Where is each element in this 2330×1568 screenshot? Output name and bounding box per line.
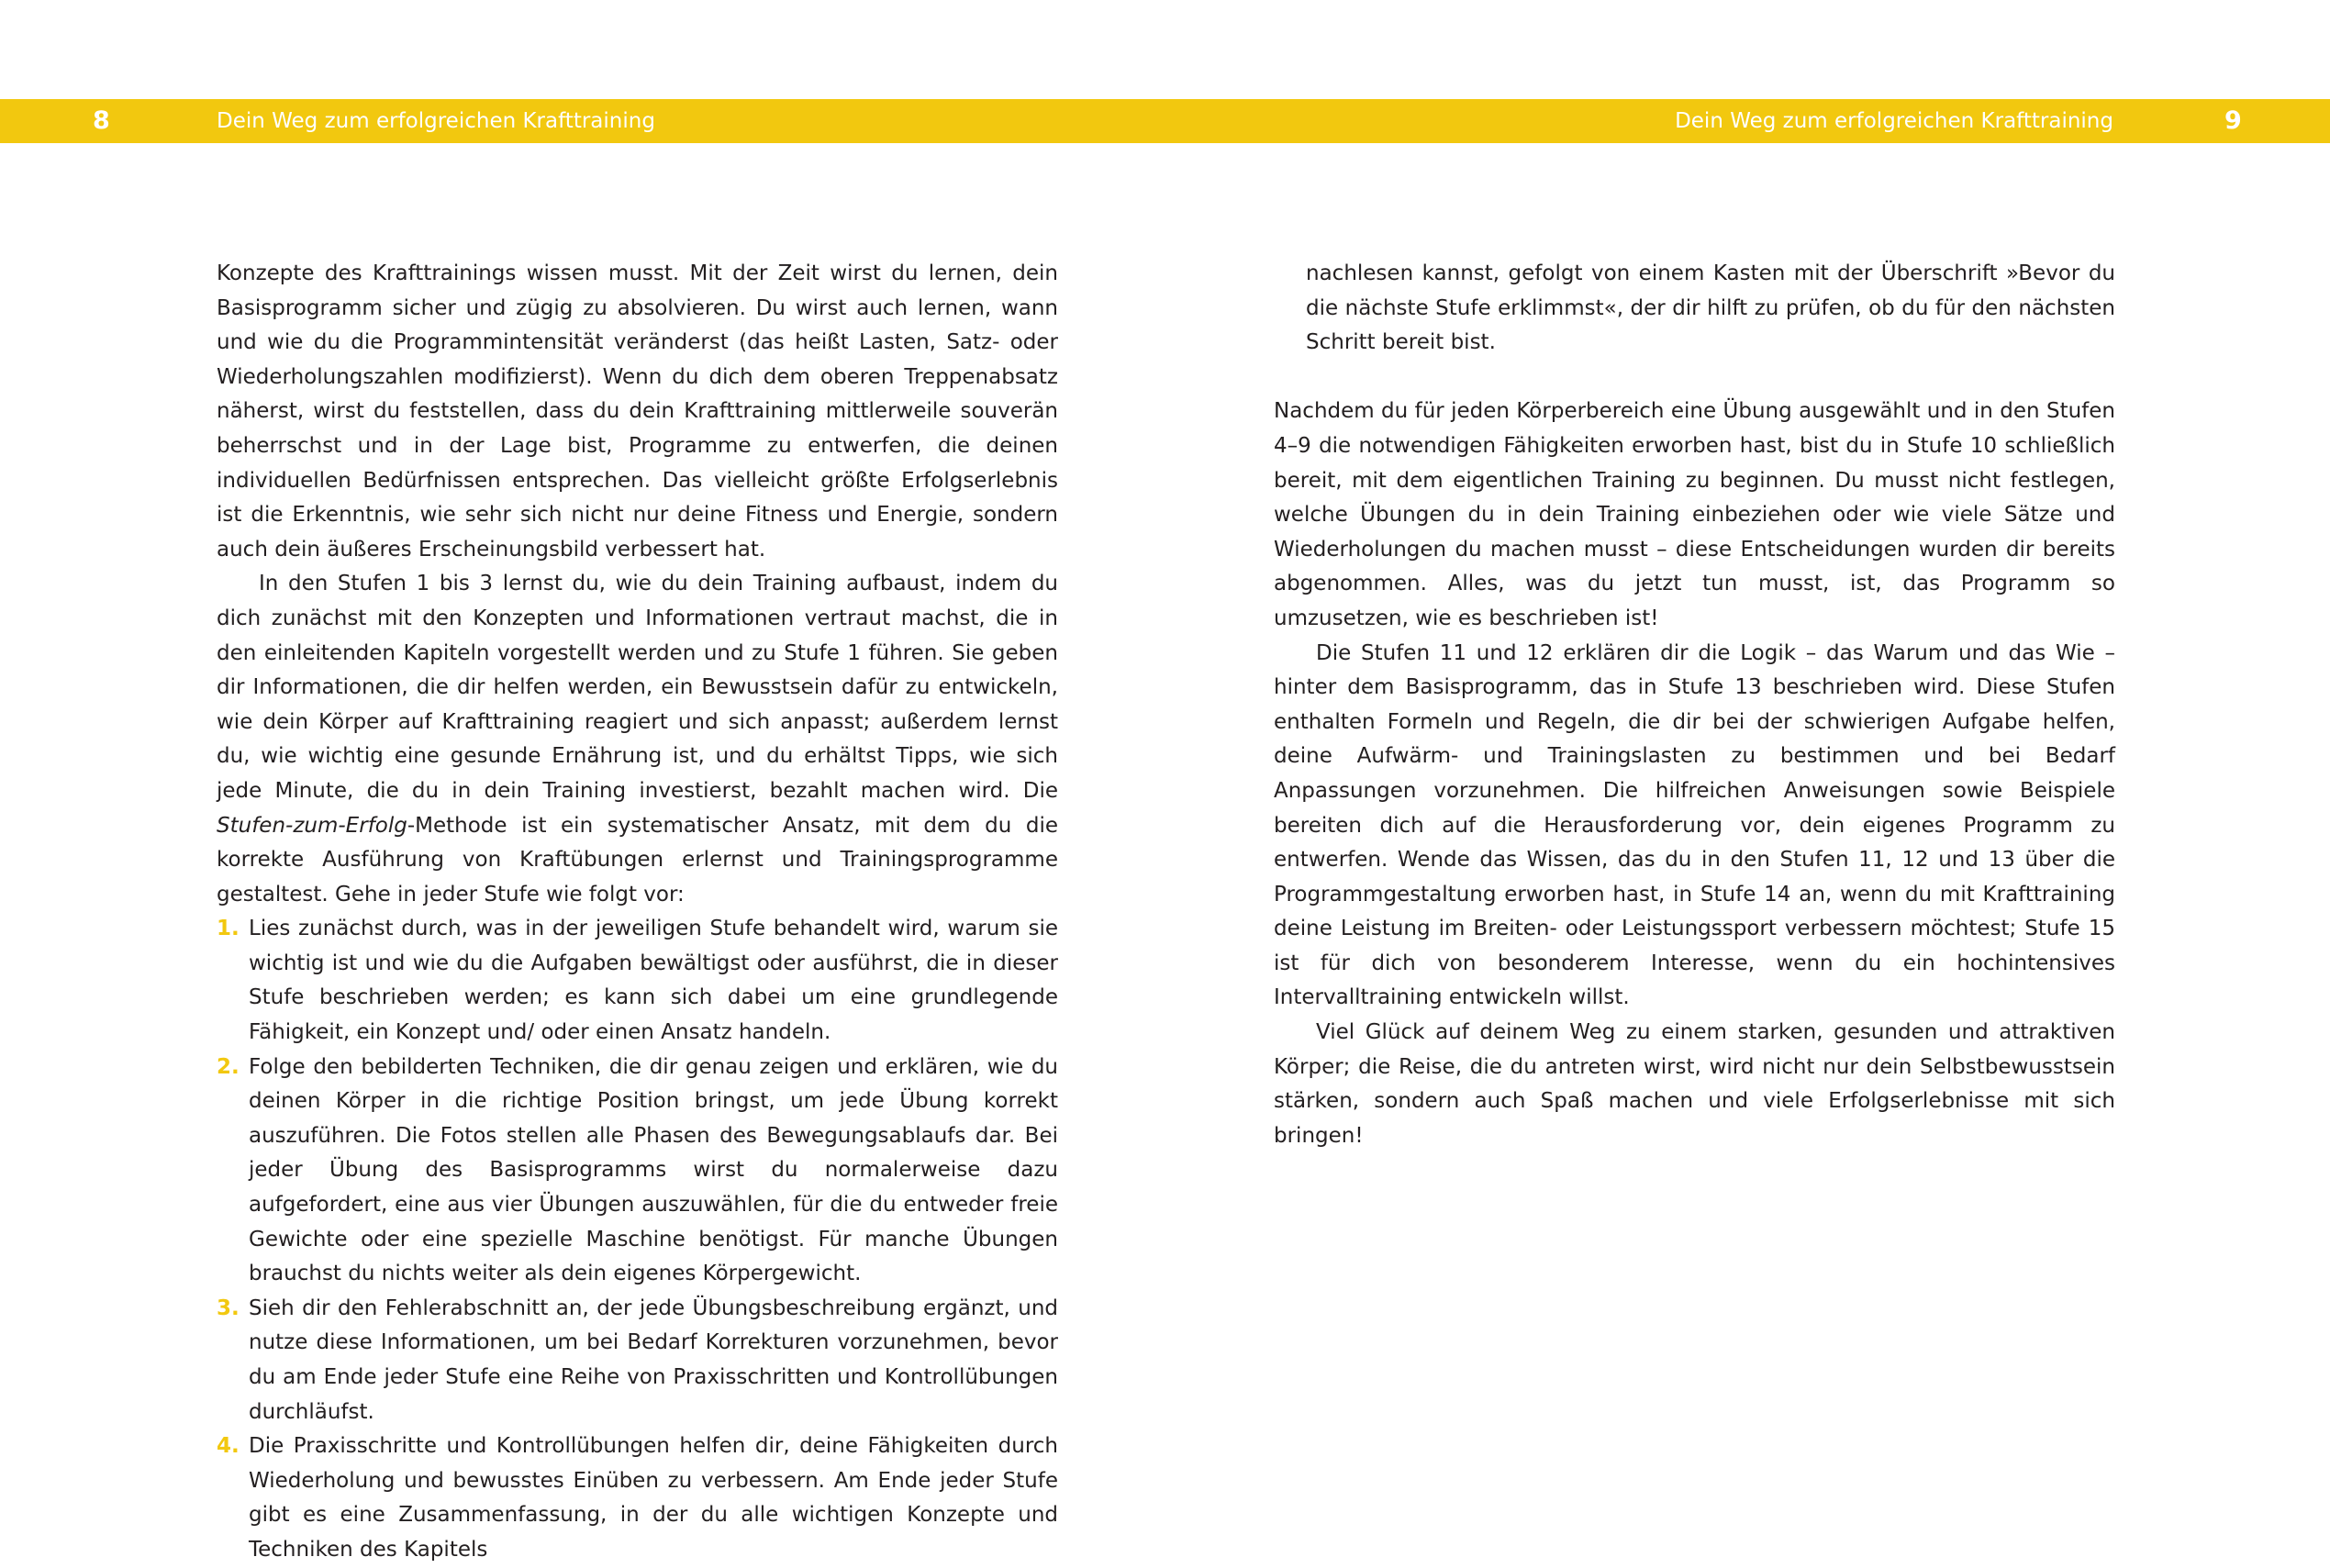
steps-list	[217, 912, 1058, 1567]
step-item	[217, 1429, 1058, 1567]
step-number: 4.	[217, 1434, 240, 1459]
step-item	[217, 1051, 1058, 1292]
left-running-title: Dein Weg zum erfolgreichen Krafttraining	[217, 109, 655, 133]
step-number: 1.	[217, 917, 240, 941]
intro-paragraph: Konzepte des Krafttrainings wissen musst. Mit der Zeit wirst du lernen, dein Basisprogramm sicher und zügig zu absolvieren. Du wirst auch lernen, wann und wie du die Programmintensität veränderst (das heißt Lasten, Satz- oder Wiederholungszahlen modifizierst). Wenn du dich dem oberen Treppenabsatz näherst, wirst du feststellen, dass du dein Krafttraining mittlerweile souverän beherrschst und in der Lage bist, Programme zu entwerfen, die deinen individuellen Bedürfnissen entsprechen. Das vielleicht größte Erfolgserlebnis ist die Erkenntnis, wie sehr sich nicht nur deine Fitness und Energie, sondern auch dein äußeres Erscheinungsbild verbessert hat.	[217, 261, 1058, 562]
right-page-column	[1274, 257, 2115, 1153]
training-paragraph: Nachdem du für jeden Körperbereich eine Übung ausgewählt und in den Stufen 4–9 die notwendigen Fähigkeiten erworben hast, bist du in Stufe 10 schließlich bereit, mit dem eigentlichen Training zu beginnen. Du musst nicht festlegen, welche Übungen du in dein Training einbeziehen oder wie viele Sätze und Wiederholungen du machen musst – diese Entscheidungen wurden dir bereits abgenommen. Alles, was du jetzt tun musst, ist, das Programm so umzusetzen, wie es beschrieben ist!	[1274, 399, 2115, 630]
left-page-column	[217, 257, 1058, 1568]
step-number: 2.	[217, 1054, 240, 1079]
step-item	[217, 1292, 1058, 1429]
step-text: Sieh dir den Fehlerabschnitt an, der jede Übungsbeschreibung ergänzt, und nutze diese Informationen, um bei Bedarf Korrekturen vorzunehmen, bevor du am Ende jeder Stufe eine Reihe von Praxisschritten und Kontrollübungen durchläufst.	[249, 1296, 1058, 1424]
step-continuation: nachlesen kannst, gefolgt von einem Kasten mit der Überschrift »Bevor du die nächste Stufe erklimmst«, der dir hilft zu prüfen, ob du für den nächsten Schritt bereit bist.	[1306, 261, 2115, 355]
method-name: Stufen-zum-Erfolg	[217, 813, 407, 838]
stages-text-part2: -Methode ist ein systematischer Ansatz, mit dem du die korrekte Ausführung von Kraftübungen erlernst und Trainingsprogramme gestaltest. Gehe in jeder Stufe wie folgt vor:	[217, 813, 1058, 906]
right-page-number: 9	[2224, 106, 2242, 135]
stages-text-part1: In den Stufen 1 bis 3 lernst du, wie du dein Training aufbaust, indem du dich zunächst mit den Konzepten und Informationen vertraut machst, die in den einleitenden Kapiteln vorgestellt werden und zu Stufe 1 führen. Sie geben dir Informationen, die dir helfen werden, ein Bewusstsein dafür zu entwickeln, wie dein Körper auf Krafttraining reagiert und sich anpasst; außerdem lernst du, wie wichtig eine gesunde Ernährung ist, und du erhältst Tipps, wie sich jede Minute, die du in dein Training investierst, bezahlt machen wird. Die	[217, 572, 1058, 803]
step-text: Die Praxisschritte und Kontrollübungen helfen dir, deine Fähigkeiten durch Wiederholung und bewusstes Einüben zu verbessern. Am Ende jeder Stufe gibt es eine Zusammenfassung, in der du alle wichtigen Konzepte und Techniken des Kapitels	[249, 1434, 1058, 1562]
step-item	[217, 912, 1058, 1050]
paragraph-gap	[1274, 361, 2115, 395]
stages-paragraph	[217, 567, 1058, 912]
step-number: 3.	[217, 1296, 240, 1320]
closing-paragraph: Viel Glück auf deinem Weg zu einem starken, gesunden und attraktiven Körper; die Reise, die du antreten wirst, wird nicht nur dein Selbstbewusstsein stärken, sondern auch Spaß machen und viele Erfolgserlebnisse mit sich bringen!	[1274, 1020, 2115, 1148]
step-text: Folge den bebilderten Techniken, die dir genau zeigen und erklären, wie du deinen Körper in die richtige Position bringst, um jede Übung korrekt auszuführen. Die Fotos stellen alle Phasen des Bewegungsablaufs dar. Bei jeder Übung des Basisprogramms wirst du normalerweise dazu aufgefordert, eine aus vier Übungen auszuwählen, für die du entweder freie Gewichte oder eine spezielle Maschine benötigst. Für manche Übungen brauchst du nichts weiter als dein eigenes Körpergewicht.	[249, 1054, 1058, 1286]
logic-paragraph: Die Stufen 11 und 12 erklären dir die Logik – das Warum und das Wie – hinter dem Basisprogramm, das in Stufe 13 beschrieben wird. Diese Stufen enthalten Formeln und Regeln, die dir bei der schwierigen Aufgabe helfen, deine Aufwärm- und Trainingslasten zu bestimmen und bei Bedarf Anpassungen vorzunehmen. Die hilfreichen Anweisungen sowie Beispiele bereiten dich auf die Herausforderung vor, dein eigenes Programm zu entwerfen. Wende das Wissen, das du in den Stufen 11, 12 und 13 über die Programmgestaltung erworben hast, in Stufe 14 an, wenn du mit Krafttraining deine Leistung im Breiten- oder Leistungssport verbessern möchtest; Stufe 15 ist für dich von besonderem Interesse, wenn du ein hochintensives Intervalltraining entwickeln willst.	[1274, 640, 2115, 1010]
left-page-number: 8	[93, 106, 110, 135]
right-running-title: Dein Weg zum erfolgreichen Krafttraining	[1675, 109, 2113, 133]
step-text: Lies zunächst durch, was in der jeweiligen Stufe behandelt wird, warum sie wichtig ist und wie du die Aufgaben bewältigst oder ausführst, die in dieser Stufe beschrieben werden; es kann sich dabei um eine grundlegende Fähigkeit, ein Konzept und/ oder einen Ansatz handeln.	[249, 917, 1058, 1045]
